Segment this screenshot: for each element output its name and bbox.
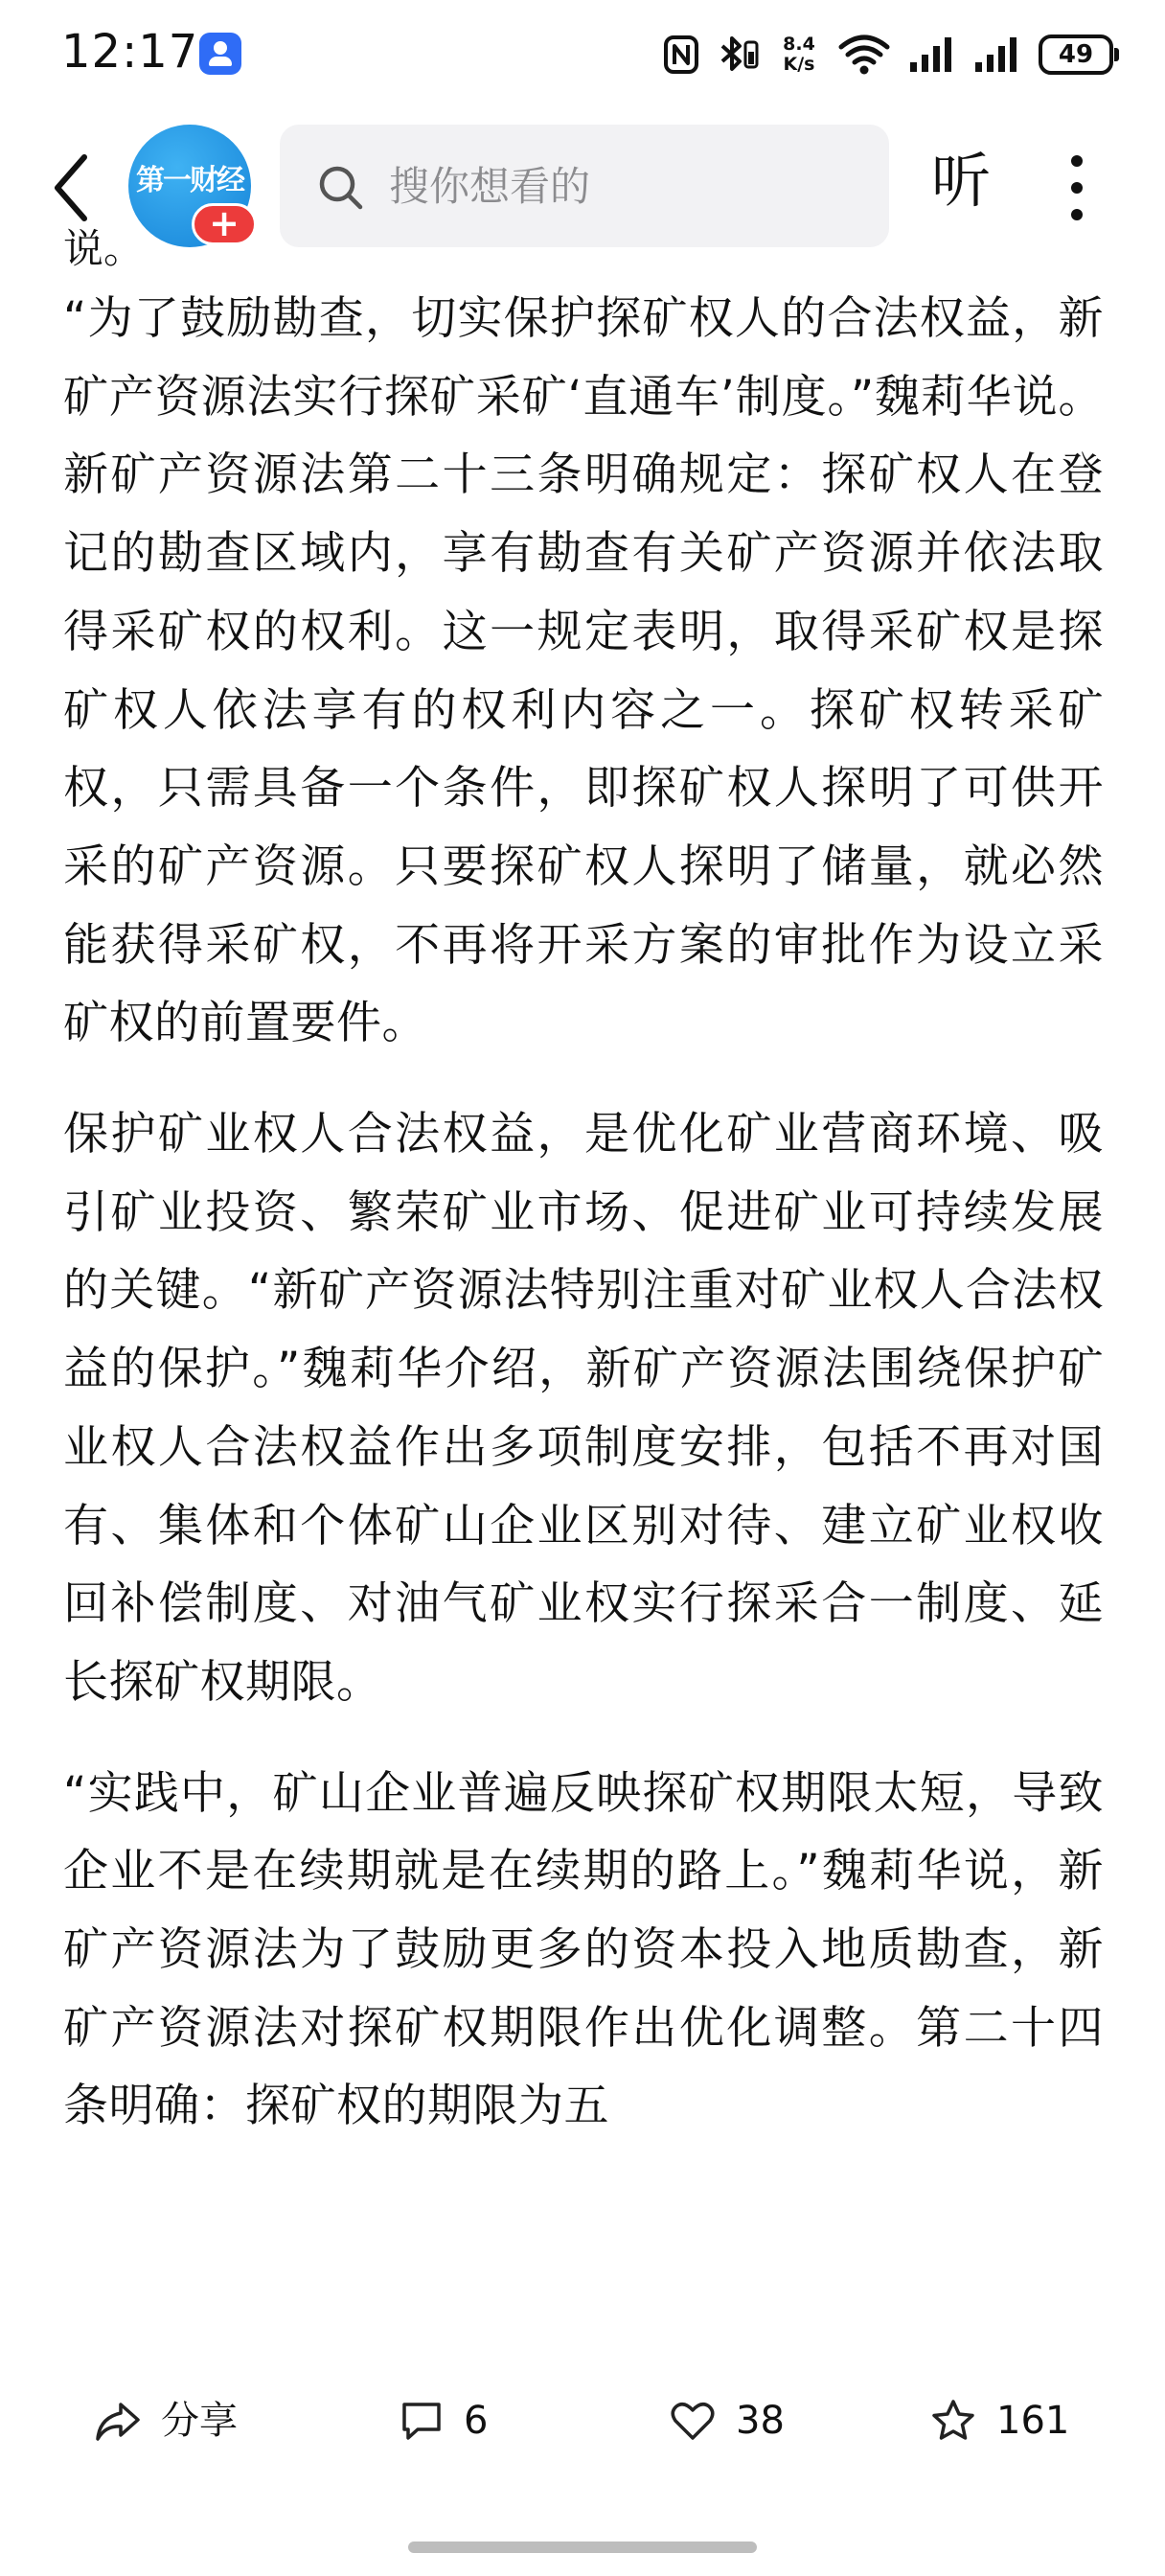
search-bar[interactable] (280, 125, 889, 247)
network-speed (778, 34, 820, 75)
network-speed-value: 8.4 (783, 34, 815, 55)
share-label: 分享 (161, 2399, 238, 2443)
signal-icon-sim1 (908, 35, 956, 74)
favorite-button[interactable] (929, 2392, 1069, 2450)
cut-off-text: 说。 (63, 225, 145, 272)
article-body (63, 225, 1104, 2317)
favorite-count: 161 (996, 2399, 1070, 2443)
battery-indicator (1039, 34, 1113, 75)
more-vertical-icon[interactable] (1058, 150, 1096, 226)
article-paragraph: “实践中，矿山企业普遍反映探矿权期限太短，导致企业不是在续期就是在续期的路上。”魏莉华说，新矿产资源法为了鼓励更多的资本投入地质勘查，新矿产资源法对探矿权期限作出优化调整。第二十四条明确：探矿权的期限为五 (63, 1766, 1104, 2133)
comment-count: 6 (464, 2399, 489, 2443)
cut-off-text-line (63, 225, 1104, 272)
article-paragraph: “为了鼓励勘查，切实保护探矿权人的合法权益，新矿产资源法实行探矿采矿‘直通车’制度。”魏莉华说。新矿产资源法第二十三条明确规定：探矿权人在登记的勘查区域内，享有勘查有关矿产资源并依法取得采矿权的权利。这一规定表明，取得采矿权是探矿权人依法享有的权利内容之一。探矿权转采矿权，只需具备一个条件，即探矿权人探明了可供开采的矿产资源。只要探矿权人探明了储量，就必然能获得采矿权，不再将开采方案的审批作为设立采矿权的前置要件。 (63, 292, 1104, 1050)
network-speed-unit: K/s (783, 54, 815, 75)
status-icons (663, 29, 1113, 80)
article-paragraph: 保护矿业权人合法权益，是优化矿业营商环境、吸引矿业投资、繁荣矿业市场、促进矿业可持续发展的关键。“新矿产资源法特别注重对矿业权人合法权益的保护。”魏莉华介绍，新矿产资源法围绕保护矿业权人合法权益作出多项制度安排，包括不再对国有、集体和个体矿山企业区别对待、建立矿业权收回补偿制度、对油气矿业权实行探采合一制度、延长探矿权期限。 (63, 1108, 1104, 1709)
signal-icon-sim2 (973, 35, 1021, 74)
publisher-logo-text: 第一财经 (136, 164, 243, 197)
share-icon (94, 2399, 142, 2443)
comment-icon (399, 2399, 445, 2443)
home-indicator[interactable] (408, 2542, 757, 2553)
bluetooth-icon (717, 33, 761, 77)
star-icon (929, 2398, 977, 2444)
share-button[interactable] (94, 2392, 238, 2450)
status-bar (0, 0, 1165, 113)
like-button[interactable] (669, 2392, 785, 2450)
back-chevron-icon[interactable] (44, 150, 102, 226)
wifi-icon (837, 34, 891, 76)
contacts-app-icon (199, 33, 241, 75)
heart-icon (669, 2399, 717, 2443)
like-count: 38 (736, 2399, 785, 2443)
nfc-icon (663, 34, 699, 75)
follow-button[interactable]: + (192, 203, 257, 245)
status-time: 12:17 (61, 25, 199, 79)
search-icon (316, 163, 366, 213)
bottom-action-bar (0, 2363, 1165, 2478)
battery-level: 49 (1058, 40, 1094, 69)
listen-button[interactable]: 听 (931, 146, 992, 216)
search-placeholder: 搜你想看的 (389, 163, 591, 210)
comment-button[interactable] (399, 2392, 488, 2450)
